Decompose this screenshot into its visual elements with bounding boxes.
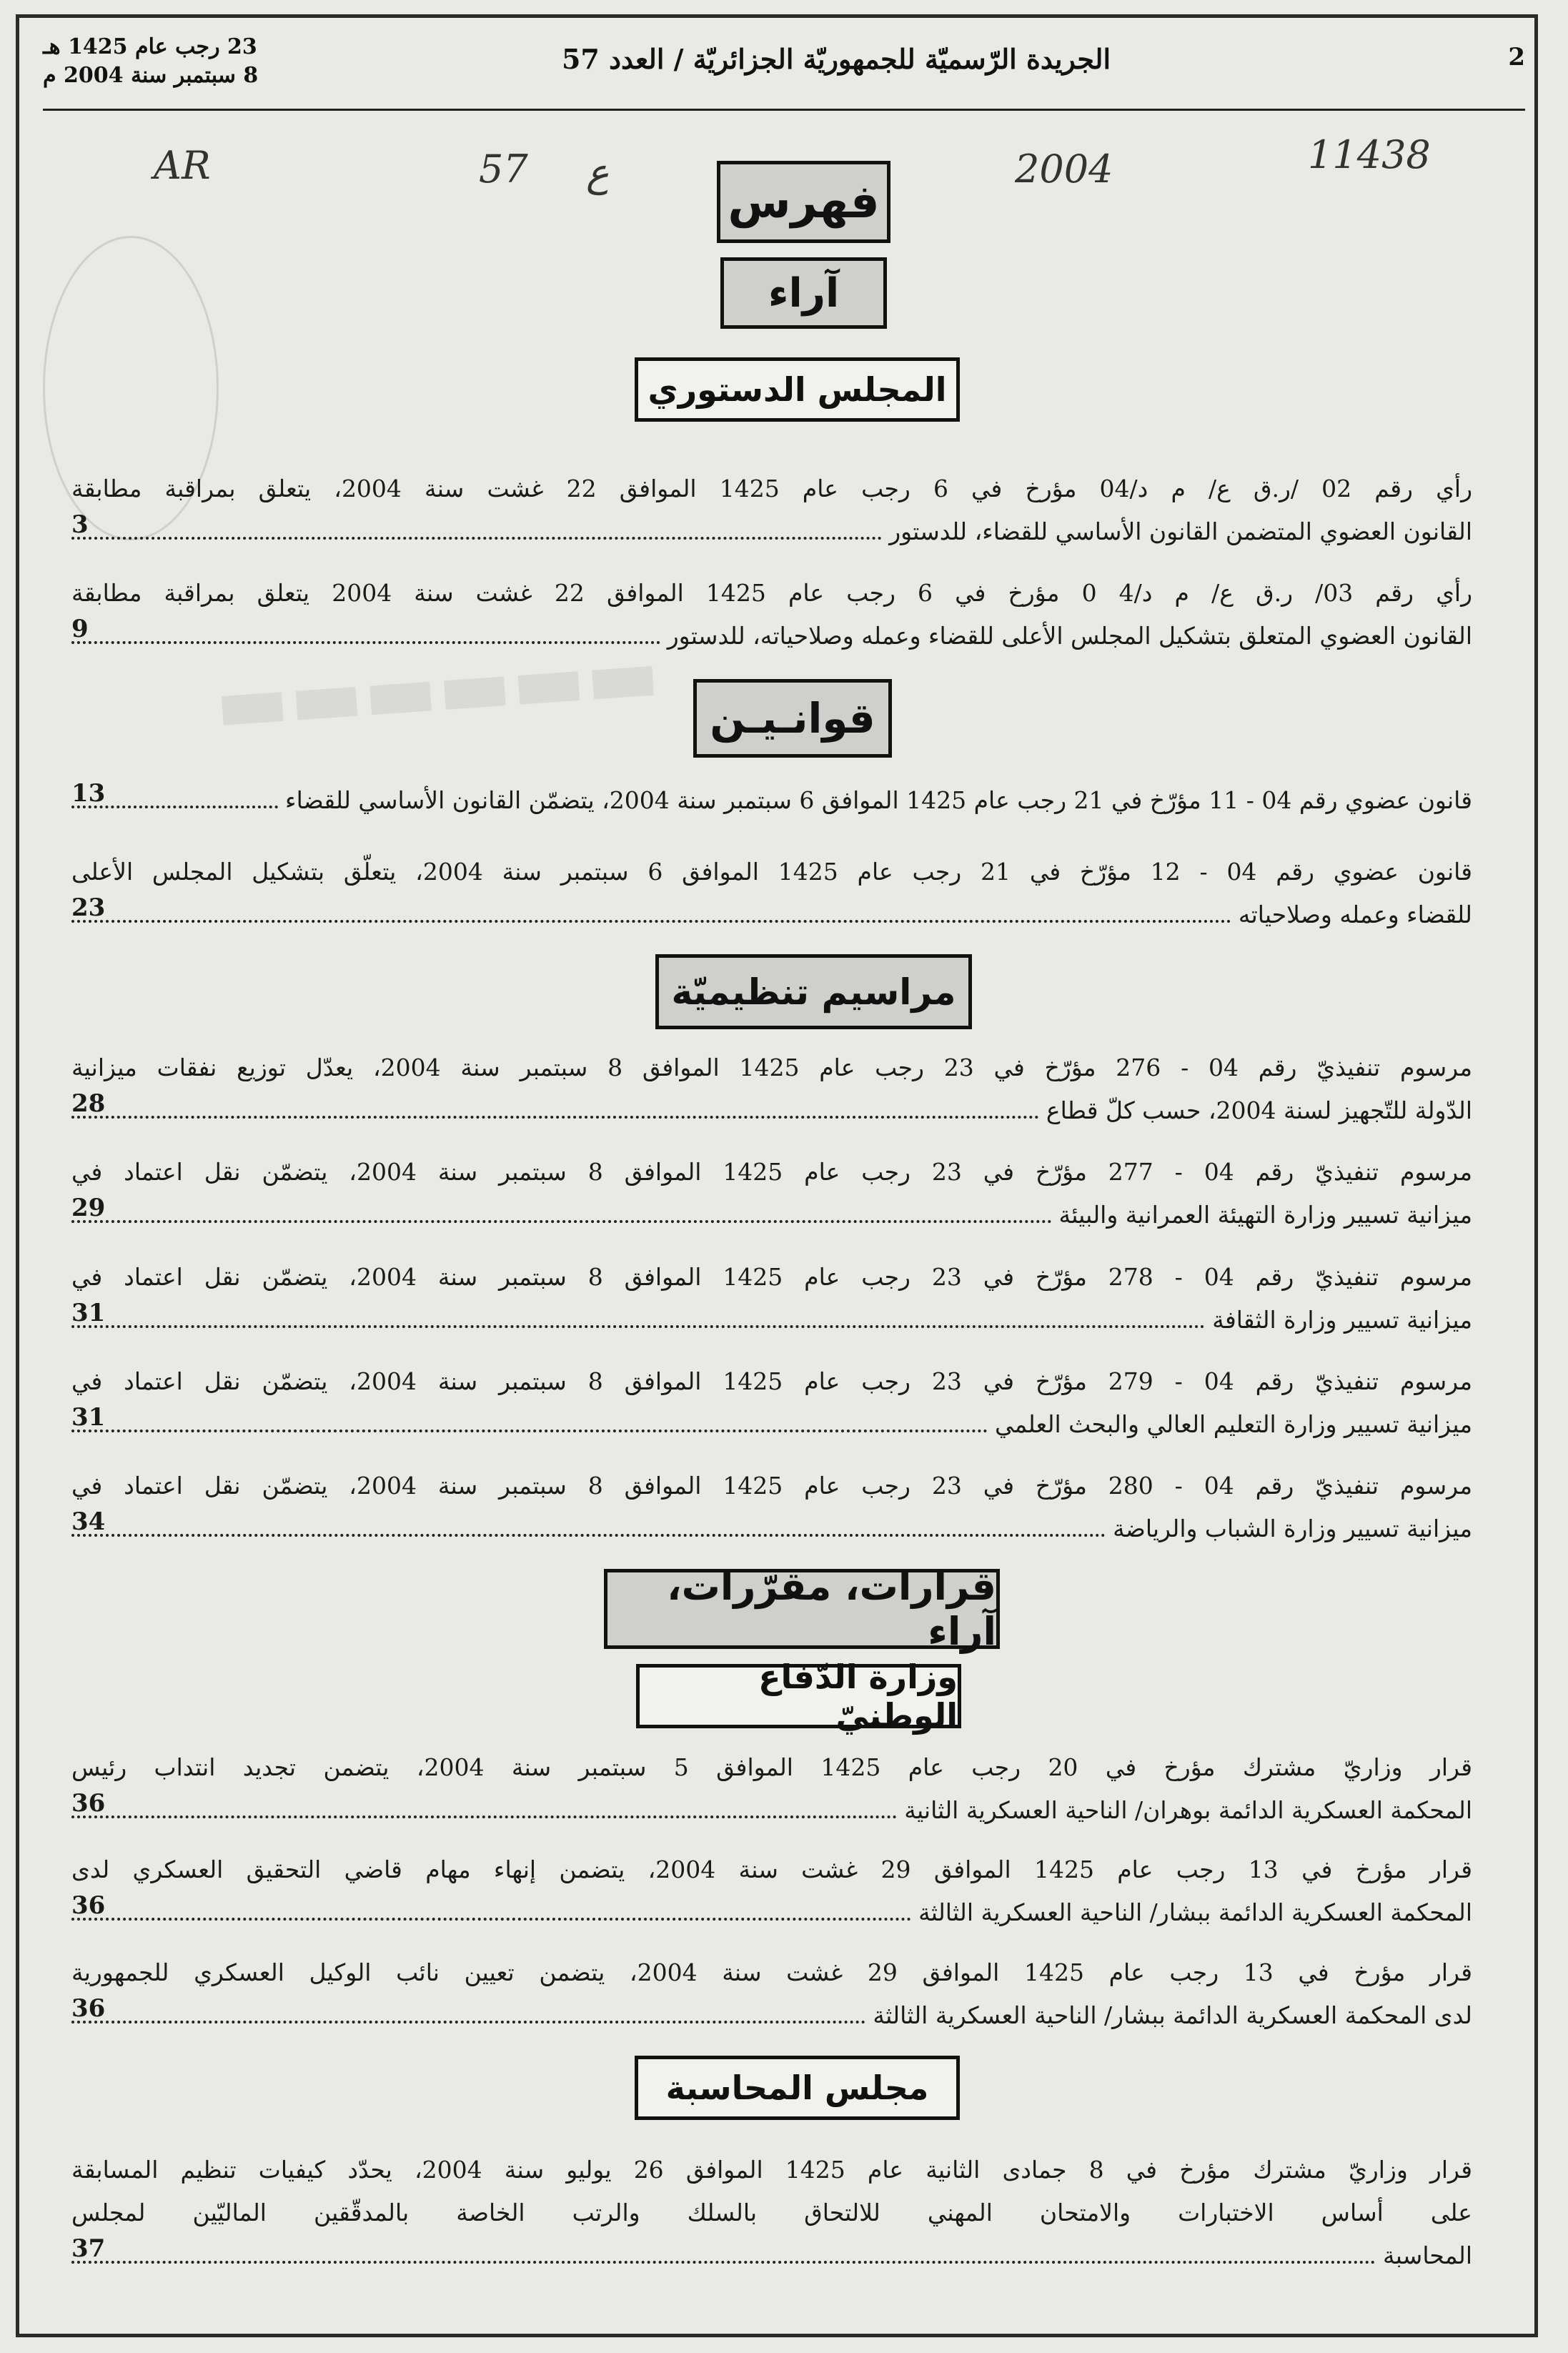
toc-entry: قرار وزاريّ مشترك مؤرخ في 20 رجب عام 1425 الموافق 5 سبتمبر سنة 2004، يتضمن تجديد انتداب رئيس المحكمة العسكرية الدائمة بوهران/ الناحية العسكرية الثانية 36: [71, 1753, 1472, 1824]
page-ref: 36: [71, 1891, 106, 1920]
toc-entry: مرسوم تنفيذيّ رقم 04 - 278 مؤرّخ في 23 رجب عام 1425 الموافق 8 سبتمبر سنة 2004، يتضمّن نقل اعتماد في ميزانية تسيير وزارة الثقافة 31: [71, 1263, 1472, 1334]
page-number: 2: [1508, 43, 1525, 71]
toc-entry: قانون عضوي رقم 04 - 12 مؤرّخ في 21 رجب عام 1425 الموافق 6 سبتمبر سنة 2004، يتعلّق بتشكيل المجلس الأعلى للقضاء وعمله وصلاحياته 23: [71, 858, 1472, 928]
page-ref: 9: [71, 615, 89, 643]
defense-ministry-title: وزارة الدّفاع الوطنيّ: [636, 1664, 961, 1728]
regulatory-decrees-title: مراسيم تنظيميّة: [655, 954, 972, 1029]
laws-title: قوانـيـن: [693, 679, 892, 758]
date-gregorian: 8 سبتمبر سنة 2004 م: [43, 63, 259, 88]
toc-entry: قرار وزاريّ مشترك مؤرخ في 8 جمادى الثانية عام 1425 الموافق 26 يوليو سنة 2004، يحدّد كيفيات تنظيم المسابقة على أساس الاختبارات والامتحان المهني للالتحاق بالسلك والرتب الخاصة بالمدقّقين الماليّين لمجلس المحاسبة 37: [71, 2156, 1472, 2269]
toc-entry: رأي رقم 03/ ر.ق ع/ م د/4 0 مؤرخ في 6 رجب عام 1425 الموافق 22 غشت سنة 2004 يتعلق بمراقبة مطابقة القانون العضوي المتعلق بتشكيل المجلس الأعلى للقضاء وعمله وصلاحياته، للدستور 9: [71, 579, 1472, 650]
page-header: [43, 34, 1525, 93]
toc-entry: رأي رقم 02 /ر.ق ع/ م د/04 مؤرخ في 6 رجب عام 1425 الموافق 22 غشت سنة 2004، يتعلق بمراقبة مطابقة القانون العضوي المتضمن القانون الأساسي للقضاء، للدستور 3: [71, 475, 1472, 545]
handwritten-note-1: AR: [154, 143, 211, 188]
page-ref: 37: [71, 2234, 106, 2263]
toc-entry: قانون عضوي رقم 04 - 11 مؤرّخ في 21 رجب عام 1425 الموافق 6 سبتمبر سنة 2004، يتضمّن القانون الأساسي للقضاء 13: [71, 779, 1472, 814]
toc-entry: قرار مؤرخ في 13 رجب عام 1425 الموافق 29 غشت سنة 2004، يتضمن تعيين نائب الوكيل العسكري للجمهورية لدى المحكمة العسكرية الدائمة ببشار/ الناحية العسكرية الثالثة 36: [71, 1958, 1472, 2029]
handwritten-note-2: 57: [479, 147, 528, 192]
page-ref: 23: [71, 893, 106, 922]
page-ref: 31: [71, 1299, 106, 1327]
date-hijri: 23 رجب عام 1425 هـ: [43, 34, 257, 59]
header-rule: [43, 109, 1525, 111]
page-ref: 36: [71, 1789, 106, 1818]
handwritten-note-4: 2004: [1015, 147, 1113, 192]
toc-entry: قرار مؤرخ في 13 رجب عام 1425 الموافق 29 غشت سنة 2004، يتضمن إنهاء مهام قاضي التحقيق العسكري لدى المحكمة العسكرية الدائمة ببشار/ الناحية العسكرية الثالثة 36: [71, 1856, 1472, 1926]
page-ref: 31: [71, 1403, 106, 1432]
decisions-title: قرارات، مقرّرات، آراء: [604, 1569, 1000, 1649]
journal-title: الجريدة الرّسميّة للجمهوريّة الجزائريّة / العدد 57: [561, 43, 1111, 75]
toc-entry: مرسوم تنفيذيّ رقم 04 - 279 مؤرّخ في 23 رجب عام 1425 الموافق 8 سبتمبر سنة 2004، يتضمّن نقل اعتماد في ميزانية تسيير وزارة التعليم العالي والبحث العلمي 31: [71, 1367, 1472, 1438]
bleed-through: ▬▬▬▬▬▬: [212, 628, 663, 751]
page-ref: 3: [71, 510, 89, 539]
opinions-title: آراء: [720, 257, 887, 329]
page-ref: 34: [71, 1507, 106, 1536]
contents-title: فهرس: [717, 161, 890, 243]
constitutional-council-title: المجلس الدستوري: [635, 357, 960, 422]
toc-entry: مرسوم تنفيذيّ رقم 04 - 277 مؤرّخ في 23 رجب عام 1425 الموافق 8 سبتمبر سنة 2004، يتضمّن نقل اعتماد في ميزانية تسيير وزارة التهيئة العمرانية والبيئة 29: [71, 1158, 1472, 1229]
toc-entry: مرسوم تنفيذيّ رقم 04 - 276 مؤرّخ في 23 رجب عام 1425 الموافق 8 سبتمبر سنة 2004، يعدّل توزيع نفقات ميزانية الدّولة للتّجهيز لسنة 2004، حسب كلّ قطاع 28: [71, 1054, 1472, 1124]
page-ref: 13: [71, 779, 106, 808]
handwritten-note-5: 11438: [1308, 132, 1431, 177]
court-of-accounts-title: مجلس المحاسبة: [635, 2056, 960, 2120]
page-ref: 36: [71, 1994, 106, 2023]
toc-entry: مرسوم تنفيذيّ رقم 04 - 280 مؤرّخ في 23 رجب عام 1425 الموافق 8 سبتمبر سنة 2004، يتضمّن نقل اعتماد في ميزانية تسيير وزارة الشباب والرياضة 34: [71, 1472, 1472, 1542]
handwritten-note-3: ع: [586, 150, 610, 195]
page-ref: 28: [71, 1089, 106, 1118]
page-ref: 29: [71, 1194, 106, 1222]
